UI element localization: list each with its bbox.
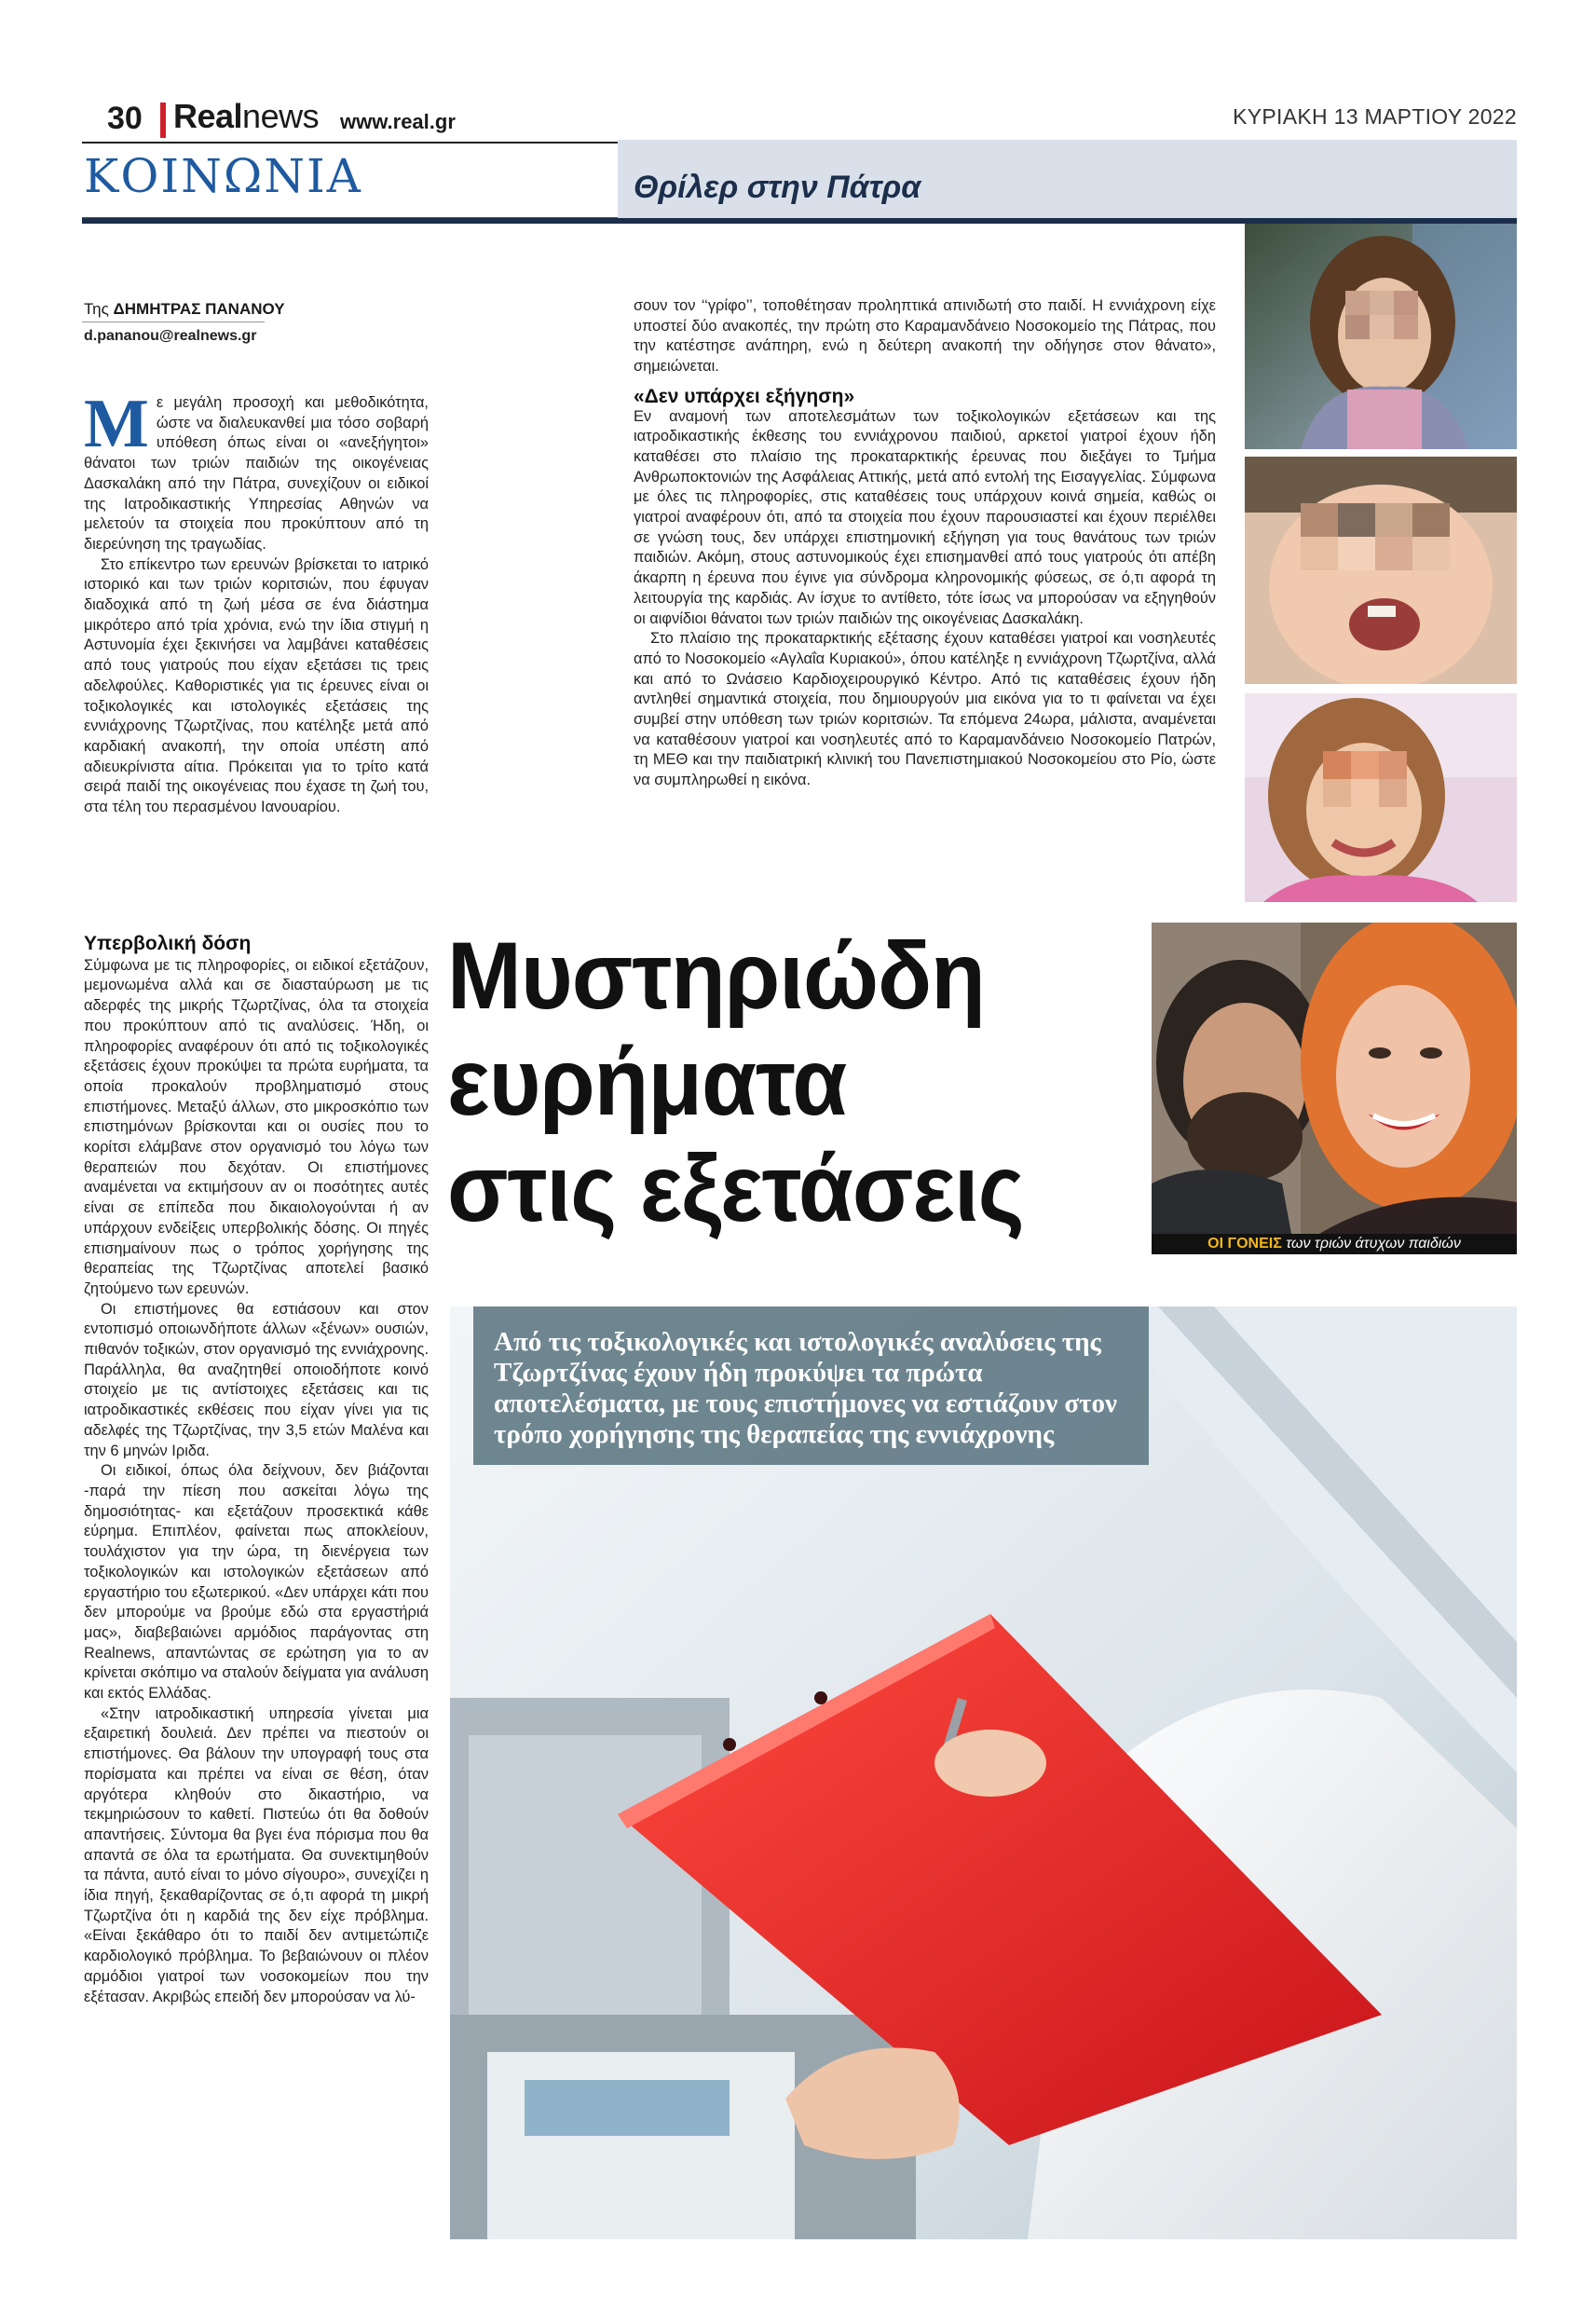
pull-quote: Από τις τοξικολογικές και ιστολογικές αναλύσεις της Τζωρτζίνας έχουν ήδη προκύψει τα πρώτα αποτελέσματα, με τους επιστήμονες να εστιάζουν στον τρόπο χορήγησης της θεραπείας της εννιάχρονης xyxy=(473,1306,1149,1465)
byline-prefix: Της xyxy=(84,300,109,318)
article-column-right xyxy=(634,296,1216,791)
issue-date: ΚΥΡΙΑΚΗ 13 ΜΑΡΤΙΟΥ 2022 xyxy=(1233,104,1517,129)
subheading: Υπερβολική δόση xyxy=(84,933,252,954)
paragraph: Οι επιστήμονες θα εστιάσουν και στον εντοπισμό οποιωνδήποτε άλλων «ξένων» ουσιών, πιθανόν τοξικών, στον οργανισμό της εννιάχρονης. Παράλληλα, θα αναζητηθεί οποιοδήποτε κοινό στοιχείο με τις αντίστοιχες εξετάσεις και τις ιατροδικαστικές εκθέσεις που είχαν γίνει για τις αδελφές της Τζωρτζίνας, την 3,5 ετών Μαλένα και την 6 μηνών Ιριδα. xyxy=(84,1300,429,1459)
photo-caption xyxy=(1152,1234,1517,1254)
paragraph: Σύμφωνα με τις πληροφορίες, οι ειδικοί εξετάζουν, μεμονωμένα αλλά και σε διασταύρωση με τις αδερφές της μικρής Τζωρτζίνας, όλα τα στοιχεία που προκύπτουν από τις αναλύσεις. Ήδη, οι πληροφορίες αναφέρουν ότι από τις τοξικολογικές εξετάσεις έχουν προκύψει τα πρώτα ευρήματα, τα οποία προκαλούν προβληματισμό στους επιστήμονες. Μεταξύ άλλων, στο μικροσκόπιο των επιστημόνων βρίσκονται και οι ουσίες που το κορίτσι ελάμβανε στον οργανισμό του λόγω των θεραπειών που δεχόταν. Οι επιστήμονες αναμένεται να εκτιμήσουν αν οι ποσότητες αυτές είναι σε επίπεδα που δικαιολογούνται ή αν υπάρχουν ενδείξεις υπερβολικής δόσης. Οι πηγές επισημαίνουν πως ο τρόπος χορήγησης της θεραπείας της Τζωρτζίνας αποτελεί βασικό ζητούμενο των ερευνών. xyxy=(84,956,429,1297)
article-column-left-top xyxy=(84,386,429,818)
subheading: «Δεν υπάρχει εξήγηση» xyxy=(634,385,855,407)
paragraph: ε μεγάλη προσοχή και μεθοδικότητα, ώστε να διαλευκανθεί μια τόσο σοβαρή υπόθεση όπως είναι οι «ανεξήγητοι» θάνατοι των τριών παιδιών της οικογένειας Δασκαλάκη από την Πάτρα, συνεχίζουν οι ειδικοί της Ιατροδικαστικής Υπηρεσίας Αθηνών να μελετούν τα στοιχεία που προκύπτουν από τη διερεύνηση της τραγωδίας. xyxy=(84,394,429,553)
header-divider xyxy=(160,103,166,138)
caption-text: των τριών άτυχων παιδιών xyxy=(1286,1236,1461,1252)
paragraph: Εν αναμονή των αποτελεσμάτων των τοξικολογικών εξετάσεων και της ιατροδικαστικής έκθεσης του εννιάχρονου παιδιού, αρκετοί γιατροί έχουν ήδη καταθέσει στο πλαίσιο της προκαταρκτικής έρευνας που διεξάγει το Τμήμα Ανθρωποκτονιών της Ασφάλειας Αττικής, μετά από εντολή της Εισαγγελίας. Σύμφωνα με όλες τις πληροφορίες, στις καταθέσεις τους υπάρχουν κοινά σημεία, καθώς οι γιατροί αναφέρουν ότι, από τα στοιχεία που έχουν παρουσιαστεί και έχουν περιέλθει σε γνώση τους, δεν υπάρχει επιστημονική εξήγηση για τους θανάτους των τριών παιδιών. Ακόμη, στους αστυνομικούς έχει επισημανθεί από τους γιατρούς ότι απέβη άκαρπη η έρευνα που έγινε για σύνδρομα κληρονομικής φύσεως, σε ό,τι αφορά τη λειτουργία της καρδιάς. Αν ίσχυε το αντίθετο, τότε ίσως να μπορούσαν να εξηγηθούν οι αιφνίδιοι θάνατοι των τριών παιδιών της οικογένειας Δασκαλάκη. xyxy=(634,407,1216,627)
headline-line: στις εξετάσεις xyxy=(447,1135,1024,1241)
headline xyxy=(447,923,1112,1241)
author-email: d.pananou@realnews.gr xyxy=(84,328,257,344)
paragraph: Στο επίκεντρο των ερευνών βρίσκεται το ιατρικό ιστορικό και των τριών κοριτσιών, που έφυγαν διαδοχικά από τη ζωή μέσα σε ένα διάστημα μικρότερο από τρία χρόνια, ενώ την ίδια στιγμή η Αστυνομία έχει ξεκινήσει να λαμβάνει καταθέσεις από τους γιατρούς που είχαν εξετάσει τις τρεις αδελφούλες. Καθοριστικές για τις έρευνες είναι οι τοξικολογικές και ιστολογικές εξετάσεις της εννιάχρονης Τζωρτζίνας, που κατέληξε μετά από καρδιακή ανακοπή, την οποία υπέστη από αδιευκρίνιστα αίτια. Πρόκειται για το τρίτο κατά σειρά παιδί της οικογένειας που έχασε τη ζωή του, στα τέλη του περασμένου Ιανουαρίου. xyxy=(84,555,429,816)
byline-author: ΔΗΜΗΤΡΑΣ ΠΑΝΑΝΟΥ xyxy=(113,300,285,318)
byline xyxy=(84,300,285,319)
parents-photo xyxy=(1152,923,1517,1234)
site-url: www.real.gr xyxy=(340,110,456,133)
child-photo-1 xyxy=(1245,224,1517,449)
article-column-left-bottom xyxy=(84,924,429,2007)
headline-line: ευρήματα xyxy=(447,1029,847,1135)
brand-real: Real xyxy=(173,97,243,135)
section-title: ΚΟΙΝΩΝΙΑ xyxy=(84,149,362,203)
caption-highlight: ΟΙ ΓΟΝΕΙΣ xyxy=(1207,1236,1282,1252)
child-photo-2 xyxy=(1245,457,1517,684)
byline-rule xyxy=(82,321,265,322)
kicker-title: Θρίλερ στην Πάτρα xyxy=(634,170,921,205)
page-number: 30 xyxy=(107,101,143,136)
paragraph: «Στην ιατροδικαστική υπηρεσία γίνεται μια εξαιρετική δουλειά. Δεν πρέπει να πιεστούν οι επιστήμονες. Θα βάλουν την υπογραφή τους στα πορίσματα και πρέπει να είναι σε θέση, όταν αργότερα κληθούν στο δικαστήριο, να τεκμηριώσουν το καθετί. Πιστεύω ότι θα δοθούν απαντήσεις. Σύντομα θα βγει ένα πόρισμα που θα απαντά σε όλα τα ερωτήματα. Θα συνεκτιμηθούν τα πάντα, αυτό είναι το μόνο σίγουρο», συνεχίζει η ίδια πηγή, ξεκαθαρίζοντας σε ό,τι αφορά τη μικρή Τζωρτζίνα ότι η καρδιά της δεν είχε πρόβλημα. «Είναι ξεκάθαρο ότι το παιδί δεν αντιμετώπιζε καρδιολογικό πρόβλημα. Το βεβαιώνουν οι πλέον αρμόδιοι γιατροί των νοσοκομείων που την εξέτασαν. Ακριβώς επειδή δεν μπορούσαν να λύ- xyxy=(84,1704,429,2005)
drop-cap: Μ xyxy=(84,386,149,462)
child-photo-3 xyxy=(1245,693,1517,902)
paragraph: Στο πλαίσιο της προκαταρκτικής εξέτασης έχουν καταθέσει γιατροί και νοσηλευτές από το Νοσοκομείο «Αγλαΐα Κυριακού», όπου κατέληξε η εννιάχρονη Τζωρτζίνα, αλλά και από το Ωνάσειο Καρδιοχειρουργικό Κέντρο. Από τις καταθέσεις έχουν ήδη αντληθεί σημαντικά στοιχεία, που δημιουργούν μια εικόνα για το τι φαίνεται να έχει συμβεί στην υπόθεση των τριών κοριτσιών. Τα επόμενα 24ωρα, μάλιστα, αναμένεται να καταθέσουν γιατροί και νοσηλευτές από το Καραμανδάνειο Νοσοκομείο Πατρών, τη ΜΕΘ και την παιδιατρική κλινική του Πανεπιστημιακού Νοσοκομείου στο Ρίο, ώστε να συμπληρωθεί η εικόνα. xyxy=(634,630,1216,789)
paragraph: Οι ειδικοί, όπως όλα δείχνουν, δεν βιάζονται -παρά την πίεση που ασκείται λόγω της δημοσιότητας- και εξετάζουν προσεκτικά κάθε εύρημα. Επιπλέον, φαίνεται πως αποκλείουν, τουλάχιστον για την ώρα, τη διενέργεια των τοξικολογικών και ιστολογικών εξετάσεων από εργαστήριο του εξωτερικού. «Δεν υπάρχει κάτι που δεν μπορούμε να βρούμε εδώ στα εργαστήριά μας», διαβεβαιώνει αρμόδιος παράγοντας στη Realnews, απαντώντας σε ερώτηση για το αν κρίνεται σκόπιμο να σταλούν δείγματα για ανάλυση και εκτός Ελλάδας. xyxy=(84,1462,429,1703)
brand-news: news xyxy=(242,97,320,135)
brand-logo xyxy=(173,97,319,136)
headline-line: Μυστηριώδη xyxy=(447,923,985,1029)
paragraph: σουν τον ‘‘γρίφο’’, τοποθέτησαν προληπτικά απινιδωτή στο παιδί. Η εννιάχρονη είχε υποστεί δύο ανακοπές, την πρώτη στο Καραμανδάνειο Νοσοκομείο της Πάτρας, που την κατέστησε ανάπηρη, ενώ η δεύτερη ανακοπή την οδήγησε στον θάνατο», σημειώνεται. xyxy=(634,297,1216,376)
